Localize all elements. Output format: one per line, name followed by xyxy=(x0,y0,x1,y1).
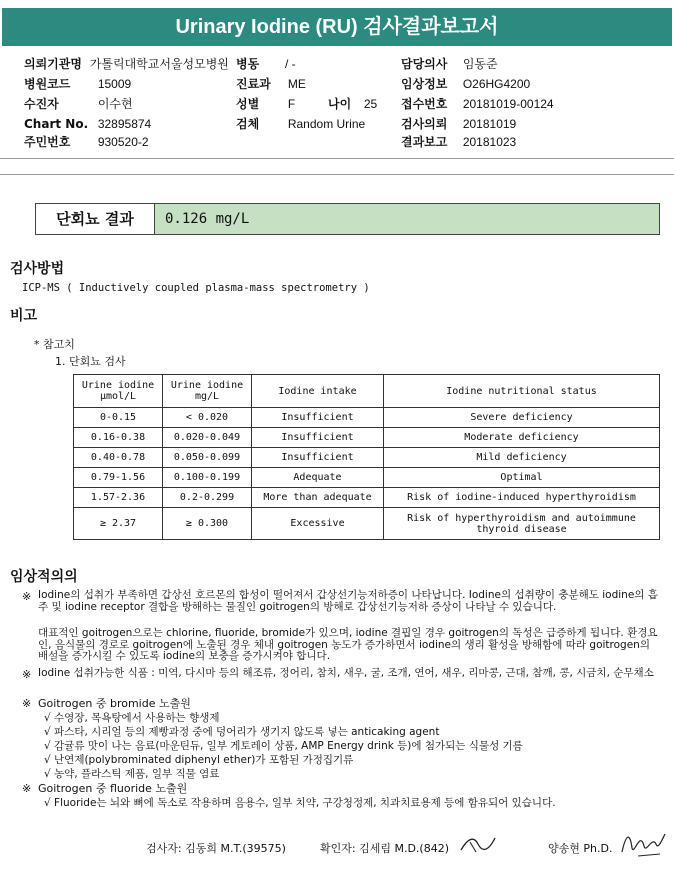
sex-value: F xyxy=(287,97,296,111)
header-divider xyxy=(0,158,674,159)
cell: More than adequate xyxy=(252,488,384,508)
method-text: ICP-MS ( Inductively coupled plasma-mass spectrometry ) xyxy=(22,282,370,294)
cell: Insufficient xyxy=(252,408,384,428)
clinical-info-row xyxy=(401,77,530,92)
clinical-heading: 임상적의의 xyxy=(10,569,78,585)
department-value: ME xyxy=(287,77,306,91)
header-mgl: Urine iodine mg/L xyxy=(163,375,252,408)
cell: Excessive xyxy=(252,508,384,540)
doctor-value: 임동준 xyxy=(462,57,498,71)
examinee-row xyxy=(24,97,133,112)
id-value: 930520-2 xyxy=(97,135,149,149)
cell: 0.020-0.049 xyxy=(163,428,252,448)
reference-table xyxy=(73,374,660,540)
chart-value: 32895874 xyxy=(97,117,152,131)
iodine-foods: Iodine 섭취가능한 식품 : 미역, 다시마 등의 해조류, 정어리, 참치, 새우, 굴, 조개, 연어, 새우, 리마콩, 근대, 참깨, 콩, 시금치, 순무채소 xyxy=(38,667,654,679)
chart-label: Chart No. xyxy=(24,117,89,131)
id-row xyxy=(24,135,149,150)
reference-mark-icon: ※ xyxy=(22,697,32,710)
reference-mark-icon: ※ xyxy=(22,668,32,681)
cell: Risk of hyperthyroidism and autoimmune thyroid disease xyxy=(384,508,660,540)
report-label: 결과보고 xyxy=(401,135,448,149)
table-row xyxy=(74,508,660,540)
table-row xyxy=(74,468,660,488)
cell: 0.40-0.78 xyxy=(74,448,163,468)
doctor-row xyxy=(401,57,498,72)
header-intake: Iodine intake xyxy=(252,375,384,408)
department-label: 진료과 xyxy=(236,77,271,91)
cell: Severe deficiency xyxy=(384,408,660,428)
clinical-paragraph-1: Iodine의 섭취가 부족하면 갑상선 호르몬의 합성이 떨어져서 갑상선기능저하증이 나타납니다. Iodine의 섭취량이 충분해도 iodine의 흡주 및 iodine receptor 결합을 방해하는 물질인 goitrogen의 방해로 갑상선기능저하 증상이 나타날 수 있습니다. xyxy=(38,589,658,613)
bromide-item: √ 감귤류 맛이 나는 음료(마운틴듀, 일부 게토레이 상품, AMP Energy drink 등)에 첨가되는 식물성 기름 xyxy=(44,740,523,752)
cell: ≥ 0.300 xyxy=(163,508,252,540)
cell: Insufficient xyxy=(252,448,384,468)
age-label: 나이 xyxy=(328,97,352,111)
reference-title: * 참고치 xyxy=(34,338,75,351)
director-signature-icon xyxy=(618,826,668,860)
table-row xyxy=(74,428,660,448)
header-umol: Urine iodine μmol/L xyxy=(74,375,163,408)
tester-signature-line: 검사자: 김동희 M.T.(39575) xyxy=(146,842,286,855)
report-title: Urinary Iodine (RU) 검사결과보고서 xyxy=(2,8,672,46)
cell: 0.2-0.299 xyxy=(163,488,252,508)
accession-row xyxy=(401,97,554,112)
specimen-value: Random Urine xyxy=(287,117,366,131)
result-value: 0.126 mg/L xyxy=(165,211,250,227)
age-row xyxy=(328,97,377,112)
institution-value: 가톨릭대학교서울성모병원 xyxy=(89,57,229,71)
bromide-title: Goitrogen 중 bromide 노출원 xyxy=(38,697,191,710)
examinee-label: 수진자 xyxy=(24,97,59,111)
header-divider-2 xyxy=(0,174,674,175)
examinee-value: 이수현 xyxy=(97,97,133,111)
department-row xyxy=(236,77,306,92)
header-status: Iodine nutritional status xyxy=(384,375,660,408)
hospital-code-label: 병원코드 xyxy=(24,77,71,91)
method-heading: 검사방법 xyxy=(10,261,65,277)
id-label: 주민번호 xyxy=(24,135,71,149)
sex-label: 성별 xyxy=(236,97,260,111)
cell: Adequate xyxy=(252,468,384,488)
chart-row xyxy=(24,117,151,132)
cell: Moderate deficiency xyxy=(384,428,660,448)
table-row xyxy=(74,488,660,508)
specimen-label: 검체 xyxy=(236,117,260,131)
request-label: 검사의뢰 xyxy=(401,117,448,131)
cell: 0.100-0.199 xyxy=(163,468,252,488)
ward-label: 병동 xyxy=(236,57,260,71)
clinical-info-value: O26HG4200 xyxy=(462,77,531,91)
institution-row xyxy=(24,57,229,72)
accession-value: 20181019-00124 xyxy=(462,97,554,111)
cell: 0-0.15 xyxy=(74,408,163,428)
director-signature-line: 양송현 Ph.D. xyxy=(548,842,613,855)
accession-label: 접수번호 xyxy=(401,97,448,111)
institution-label: 의뢰기관명 xyxy=(24,57,82,71)
age-value: 25 xyxy=(363,97,378,111)
cell: < 0.020 xyxy=(163,408,252,428)
verifier-signature-icon xyxy=(458,832,498,856)
cell: 0.050-0.099 xyxy=(163,448,252,468)
bromide-item: √ 파스타, 시리얼 등의 제빵과정 중에 덩어리가 생기지 않도록 넣는 anticaking agent xyxy=(44,726,440,738)
cell: ≥ 2.37 xyxy=(74,508,163,540)
clinical-paragraph-2: 대표적인 goitrogen으로는 chlorine, fluoride, bromide가 있으며, iodine 결핍일 경우 goitrogen의 독성은 급증하게 됩니다. 환경요인, 음식물의 경로로 goitrogen에 노출된 경우 체내 goitrogen 농도가 증가하면서 iodine의 생리 활성을 방해함에 따라 goitrogen의 배설을 증가시킬 수 있도록 iodine의 보충을 증가시켜야 합니다. xyxy=(38,627,658,662)
result-box xyxy=(35,203,660,235)
fluoride-title: Goitrogen 중 fluoride 노출원 xyxy=(38,782,188,795)
table-row xyxy=(74,408,660,428)
cell: 0.79-1.56 xyxy=(74,468,163,488)
clinical-info-label: 임상정보 xyxy=(401,77,448,91)
hospital-code-value: 15009 xyxy=(97,77,132,91)
bromide-item: √ 수영장, 목욕탕에서 사용하는 향생제 xyxy=(44,712,220,724)
cell: Risk of iodine-induced hyperthyroidism xyxy=(384,488,660,508)
cell: 0.16-0.38 xyxy=(74,428,163,448)
request-value: 20181019 xyxy=(462,117,517,131)
report-row xyxy=(401,135,516,150)
reference-mark-icon: ※ xyxy=(22,782,32,795)
ward-value: / - xyxy=(285,57,296,71)
fluoride-item: √ Fluoride는 뇌와 뼈에 독소로 작용하며 음용수, 일부 치약, 구강청정제, 치과치료용제 등에 함유되어 있습니다. xyxy=(44,797,556,809)
reference-header-row xyxy=(74,375,660,408)
request-row xyxy=(401,117,516,132)
result-label: 단회뇨 결과 xyxy=(36,204,155,234)
cell: 1.57-2.36 xyxy=(74,488,163,508)
hospital-code-row xyxy=(24,77,131,92)
reference-mark-icon: ※ xyxy=(22,590,32,603)
bromide-item: √ 농약, 플라스틱 제품, 일부 직물 염료 xyxy=(44,768,220,780)
ward-row xyxy=(236,57,296,72)
report-value: 20181023 xyxy=(462,135,517,149)
specimen-row xyxy=(236,117,365,132)
verifier-signature-line: 확인자: 김세림 M.D.(842) xyxy=(320,842,449,855)
table-row xyxy=(74,448,660,468)
doctor-label: 담당의사 xyxy=(401,57,448,71)
cell: Optimal xyxy=(384,468,660,488)
bromide-item: √ 난연제(polybrominated diphenyl ether)가 포함된 가정집기류 xyxy=(44,754,354,766)
cell: Mild deficiency xyxy=(384,448,660,468)
remarks-heading: 비고 xyxy=(10,308,38,324)
sex-row xyxy=(236,97,295,112)
single-urine-title: 1. 단회뇨 검사 xyxy=(55,355,126,368)
cell: Insufficient xyxy=(252,428,384,448)
